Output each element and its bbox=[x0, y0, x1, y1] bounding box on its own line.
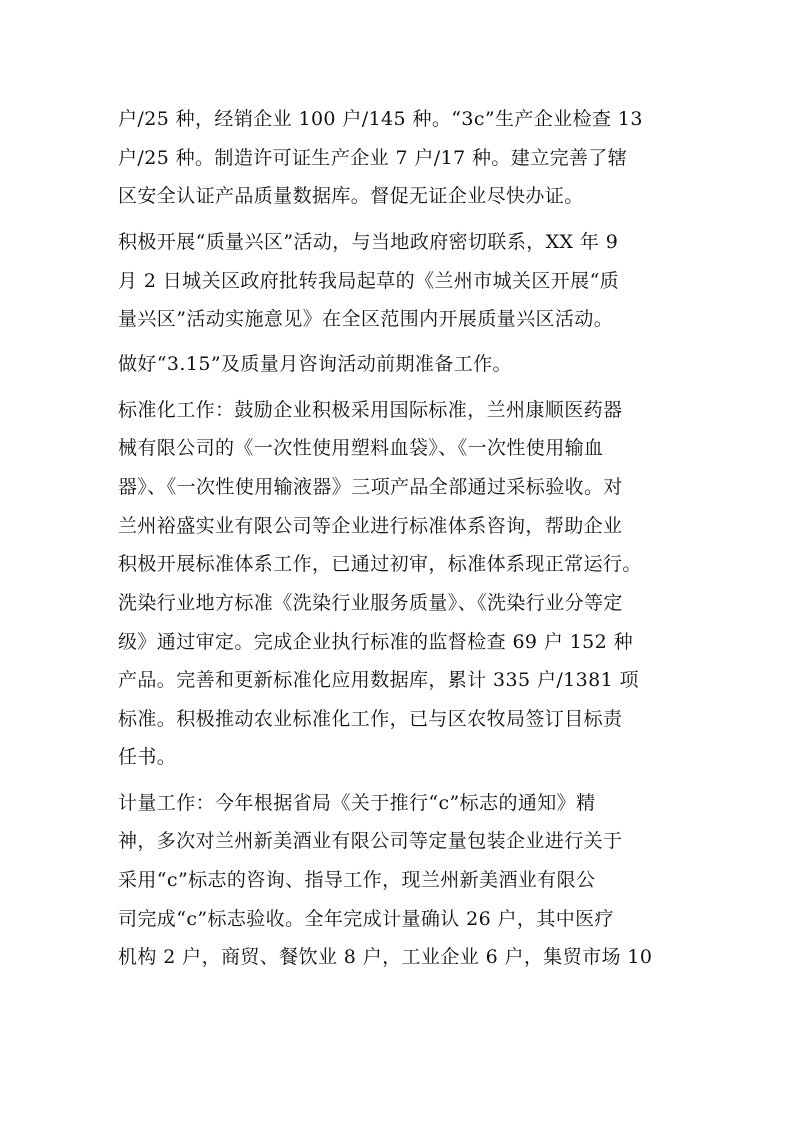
text-line: 任书。 bbox=[118, 746, 177, 768]
text-line: 积极开展“质量兴区”活动，与当地政府密切联系，XX 年 9 bbox=[118, 231, 619, 253]
text-line: 户/25 种。制造许可证生产企业 7 户/17 种。建立完善了辖 bbox=[118, 147, 628, 169]
text-line: 机构 2 户，商贸、餐饮业 8 户，工业企业 6 户，集贸市场 10 bbox=[118, 946, 653, 968]
text-line: 采用“c”标志的咨询、指导工作，现兰州新美酒业有限公 bbox=[118, 869, 596, 891]
text-line: 户/25 种，经销企业 100 户/145 种。“3c”生产企业检查 13 bbox=[118, 108, 643, 130]
text-line: 计量工作：今年根据省局《关于推行“c”标志的通知》精 bbox=[118, 792, 596, 814]
text-line: 标准。积极推动农业标准化工作，已与区农牧局签订目标责 bbox=[118, 708, 623, 730]
text-line: 级》通过审定。完成企业执行标准的监督检查 69 户 152 种 bbox=[118, 631, 634, 653]
text-line: 洗染行业地方标准《洗染行业服务质量》、《洗染行业分等定 bbox=[118, 592, 623, 614]
text-line: 司完成“c”标志验收。全年完成计量确认 26 户，其中医疗 bbox=[118, 908, 614, 930]
text-line: 积极开展标准体系工作，已通过初审，标准体系现正常运行。 bbox=[118, 553, 642, 575]
text-line: 械有限公司的《一次性使用塑料血袋》、《一次性使用输血 bbox=[118, 437, 604, 459]
text-line: 器》、《一次性使用输液器》三项产品全部通过采标验收。对 bbox=[118, 476, 623, 498]
text-line: 标准化工作：鼓励企业积极采用国际标准，兰州康顺医药器 bbox=[118, 399, 623, 421]
text-line: 神，多次对兰州新美酒业有限公司等定量包装企业进行关于 bbox=[118, 830, 623, 852]
text-line: 做好“3.15”及质量月咨询活动前期准备工作。 bbox=[118, 353, 512, 375]
text-line: 兰州裕盛实业有限公司等企业进行标准体系咨询，帮助企业 bbox=[118, 515, 623, 537]
text-line: 产品。完善和更新标准化应用数据库，累计 335 户/1381 项 bbox=[118, 669, 639, 691]
text-line: 区安全认证产品质量数据库。督促无证企业尽快办证。 bbox=[118, 185, 584, 207]
text-line: 月 2 日城关区政府批转我局起草的《兰州市城关区开展“质 bbox=[118, 270, 620, 292]
text-line: 量兴区”活动实施意见》在全区范围内开展质量兴区活动。 bbox=[118, 308, 614, 330]
